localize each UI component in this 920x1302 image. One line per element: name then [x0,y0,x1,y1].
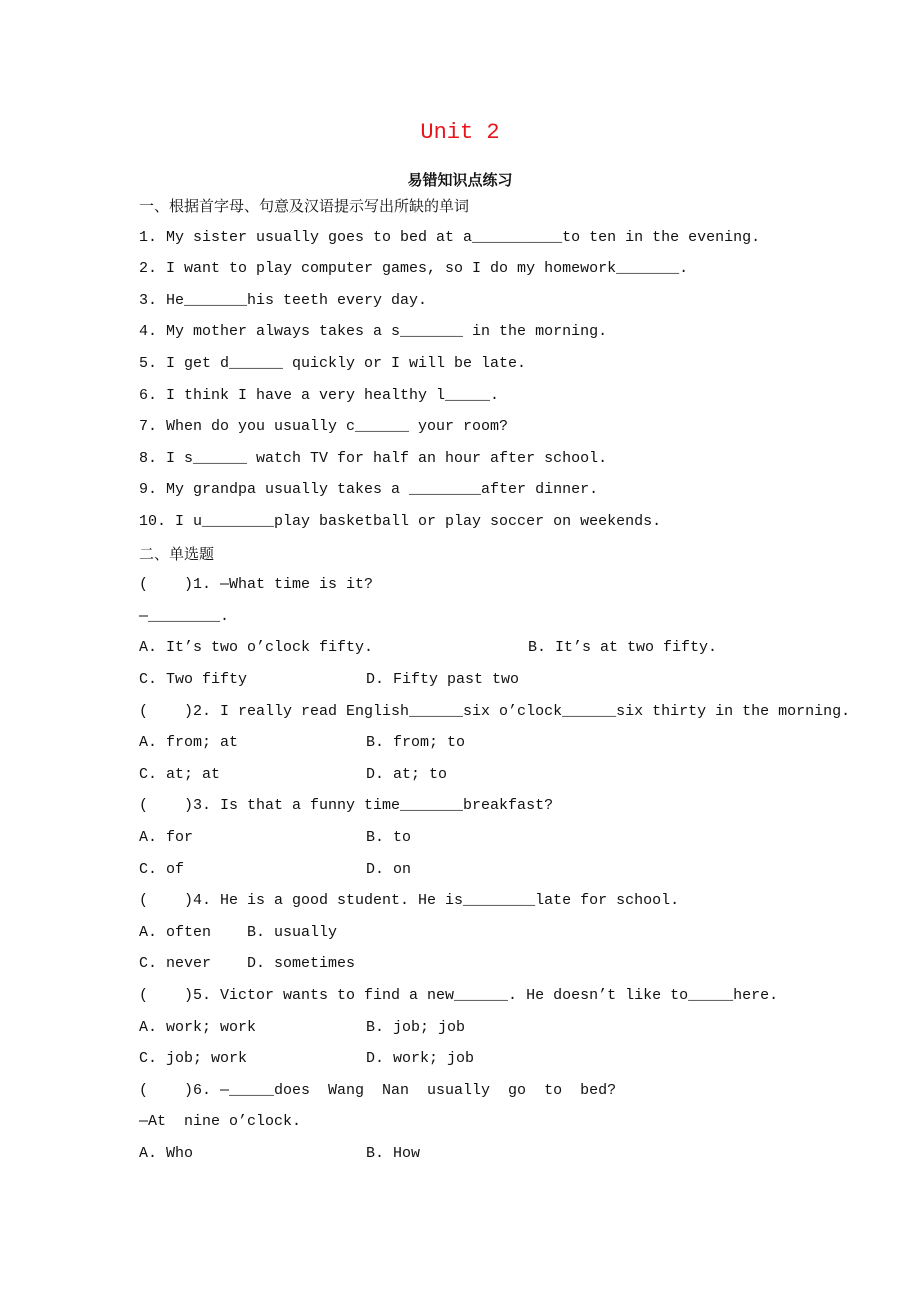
document-subtitle: 易错知识点练习 [407,171,513,189]
section-heading: 二、单选题 [139,544,215,563]
exercise-line: A. for [139,829,194,846]
exercise-line: 8. I s______ watch TV for half an hour after school. [139,449,608,467]
exercise-line: C. of [139,860,185,878]
exercise-line: C. never D. sometimes [139,955,356,973]
exercise-line: 2. I want to play computer games, so I do my homework_______. [139,260,689,278]
exercise-line: ( )2. I really read English______six o’clock______six thirty in the morning. [139,702,851,720]
exercise-line: A. often B. usually [139,923,338,941]
exercise-line: C. Two fifty [139,671,248,688]
exercise-line: —At nine o’clock. [139,1113,302,1131]
exercise-line: 4. My mother always takes a s_______ in the morning. [139,323,608,341]
exercise-line: A. from; at [139,734,239,752]
exercise-line: ( )1. —What time is it? [139,576,374,594]
exercise-line: A. It’s two o’clock fifty. [139,639,374,657]
option-right: B. to [366,829,412,846]
exercise-line: 7. When do you usually c______ your room? [139,418,509,436]
exercise-line: —________. [139,607,230,625]
option-right: B. from; to [366,734,466,752]
exercise-line: ( )4. He is a good student. He is________late for school. [139,892,680,910]
exercise-line: A. Who [139,1145,194,1162]
exercise-line: ( )5. Victor wants to find a new______. He doesn’t like to_____here. [139,987,779,1004]
exercise-line: ( )3. Is that a funny time_______breakfast? [139,797,554,815]
exercise-line: C. job; work [139,1050,248,1068]
section-heading: 一、根据首字母、句意及汉语提示写出所缺的单词 [139,197,470,215]
option-right: B. It’s at two fifty. [528,639,718,657]
exercise-line: 1. My sister usually goes to bed at a__________to ten in the evening. [139,228,761,246]
document-title: Unit 2 [420,120,500,145]
option-right: D. on [366,860,412,878]
option-right: B. How [366,1145,421,1162]
exercise-line: C. at; at [139,765,221,783]
option-right: B. job; job [366,1018,466,1036]
exercise-line: 5. I get d______ quickly or I will be late. [139,355,527,372]
option-right: D. work; job [366,1050,475,1068]
exercise-line: 3. He_______his teeth every day. [139,291,428,309]
exercise-line: 9. My grandpa usually takes a ________after dinner. [139,481,599,499]
exercise-line: A. work; work [139,1018,257,1036]
exercise-line: 10. I u________play basketball or play soccer on weekends. [139,513,662,530]
option-right: D. at; to [366,765,448,783]
exercise-line: ( )6. —_____does Wang Nan usually go to bed? [139,1081,617,1099]
exercise-line: 6. I think I have a very healthy l_____. [139,386,500,404]
option-right: D. Fifty past two [366,671,520,688]
